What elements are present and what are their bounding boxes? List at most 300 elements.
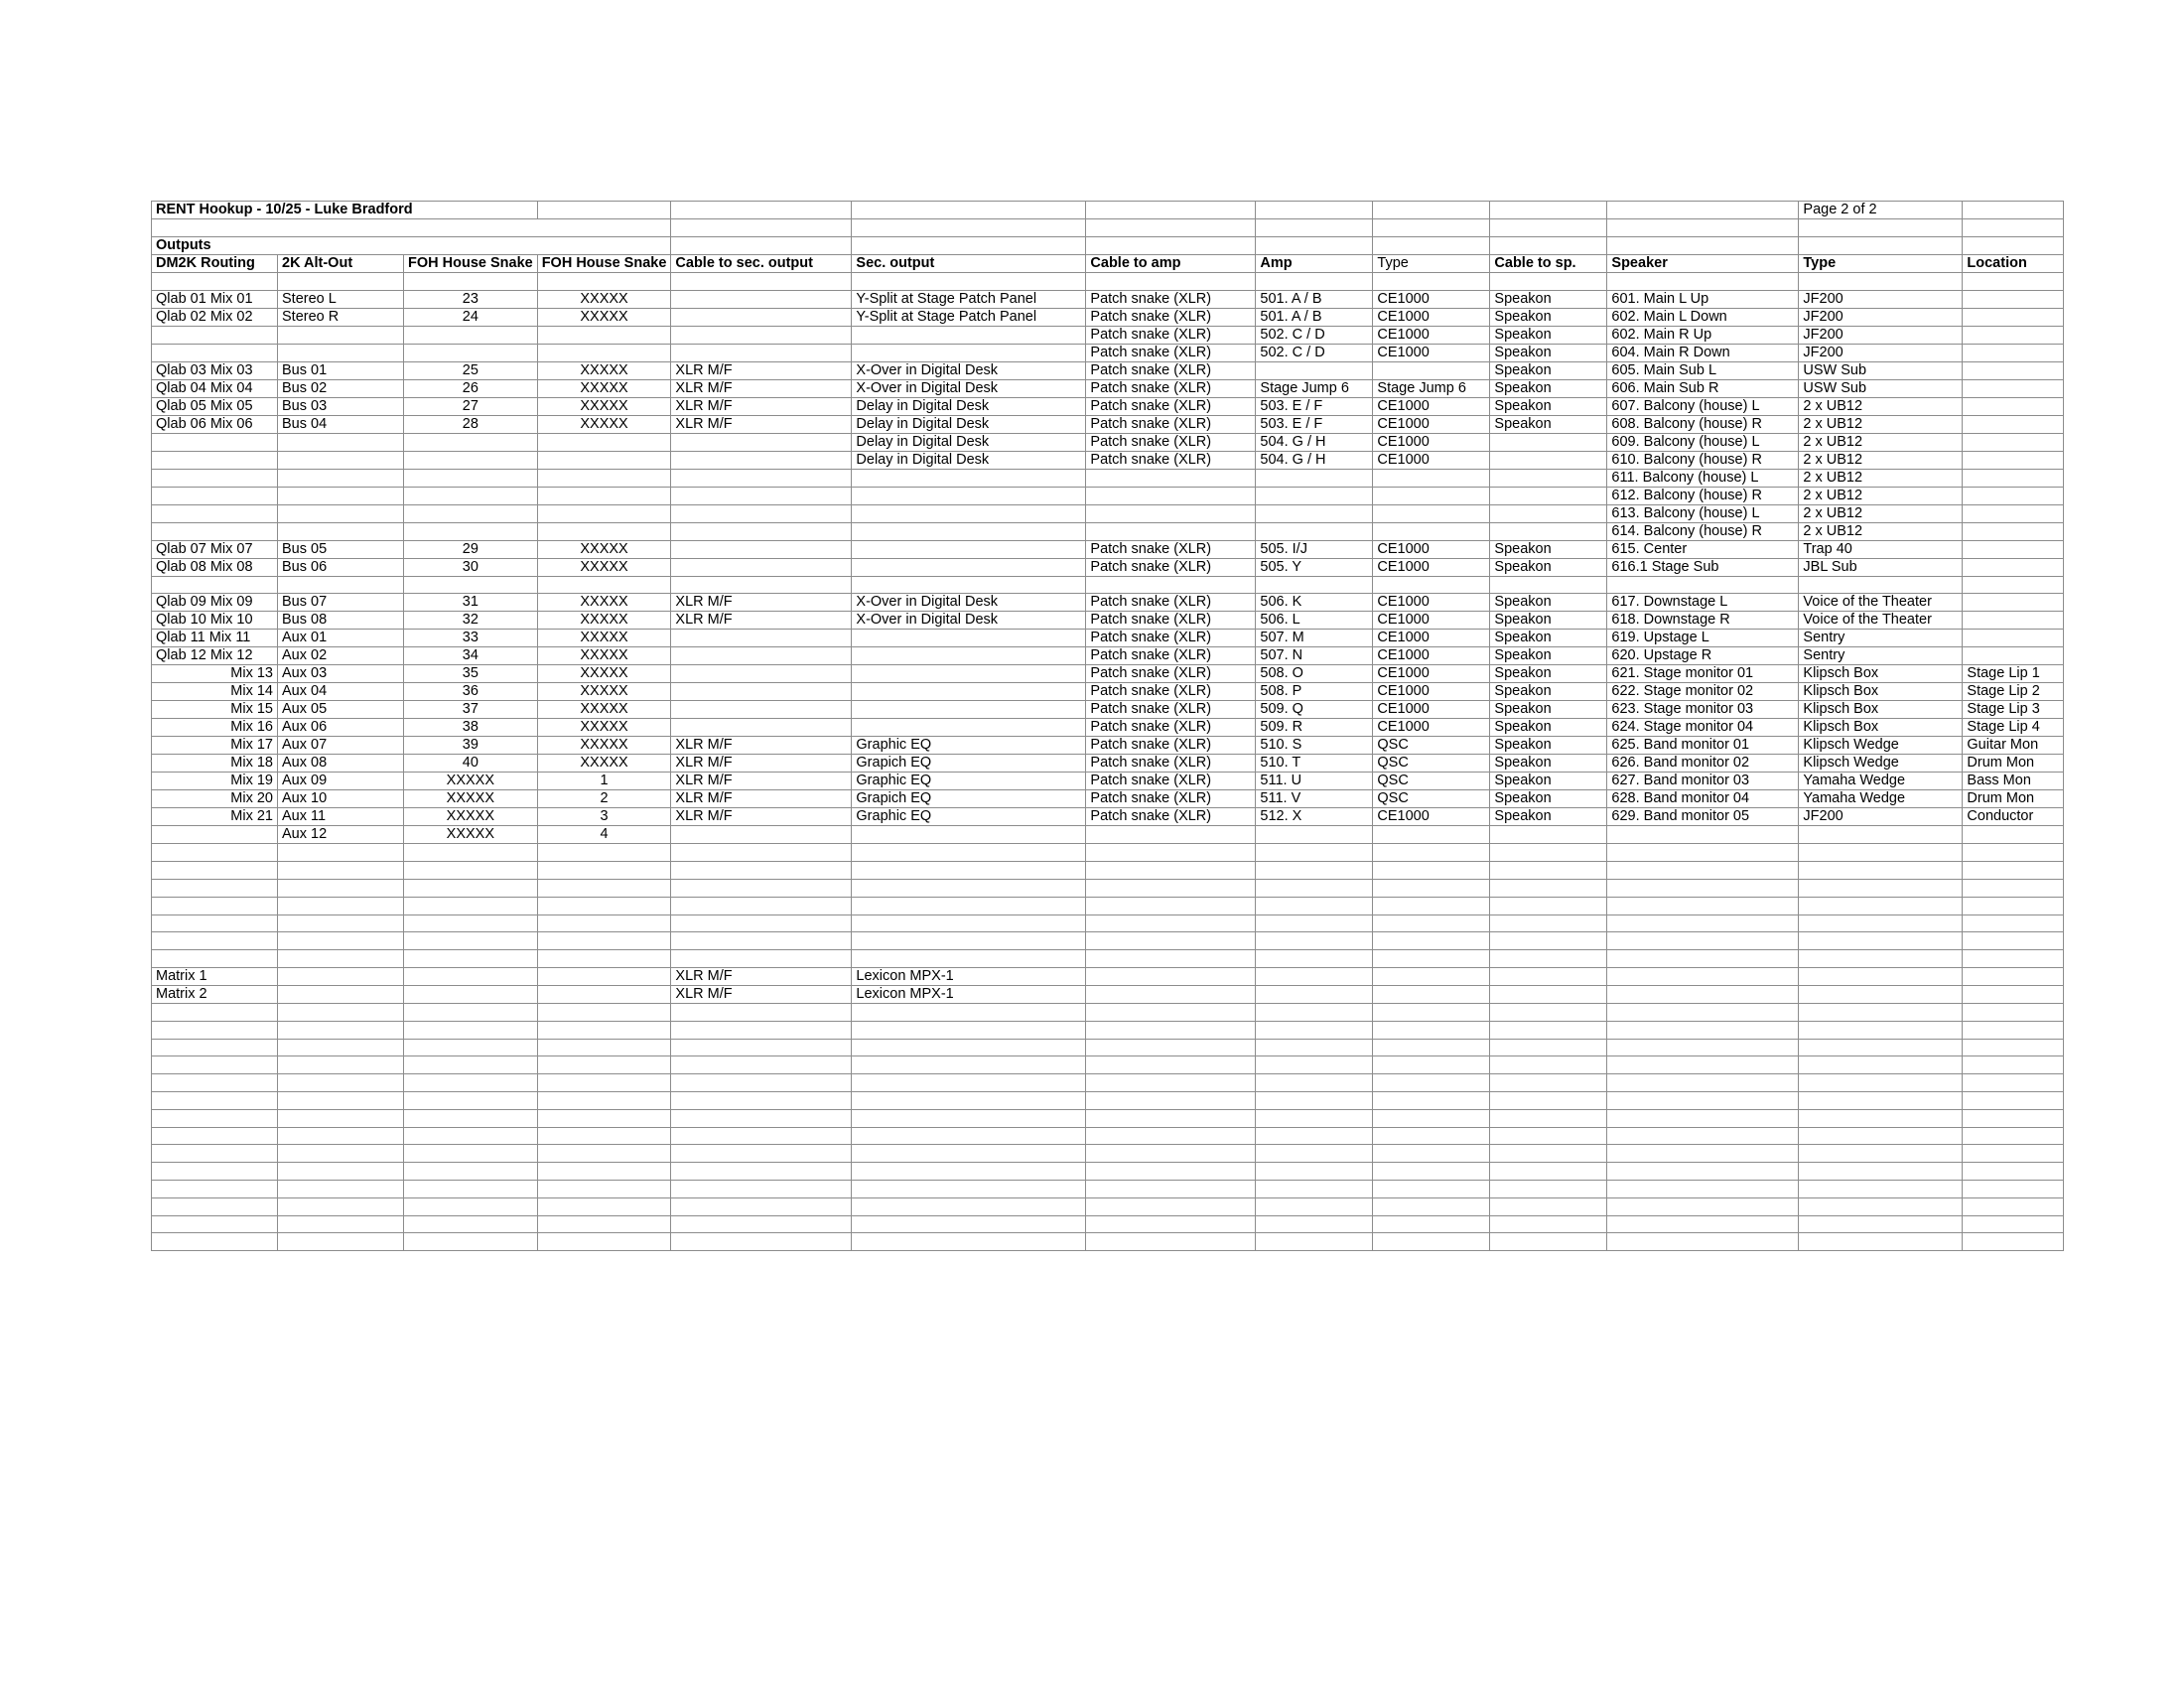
table-cell [1256,950,1373,968]
table-cell [1373,272,1490,290]
table-cell [1607,967,1799,985]
table-cell: Bass Mon [1963,773,2064,790]
col-header: Type [1373,254,1490,272]
table-cell: CE1000 [1373,594,1490,612]
table-cell: Yamaha Wedge [1799,790,1963,808]
table-cell: 1 [537,773,671,790]
table-row [152,433,2064,451]
table-cell [852,1074,1086,1092]
table-cell [404,1197,538,1215]
table-cell [537,1074,671,1092]
table-cell [404,1180,538,1197]
table-cell [278,1039,404,1056]
table-cell: 505. I/J [1256,540,1373,558]
table-cell [1490,1056,1607,1074]
table-cell: QSC [1373,790,1490,808]
table-cell [1799,1215,1963,1233]
table-cell [1963,522,2064,540]
table-cell: Bus 01 [278,361,404,379]
table-cell: Mix 14 [152,683,278,701]
table-cell [671,1039,852,1056]
table-cell [1490,469,1607,487]
table-cell: XXXXX [404,790,538,808]
table-cell: Bus 04 [278,415,404,433]
table-cell [1607,879,1799,897]
table-cell [1086,1074,1256,1092]
table-cell: XXXXX [537,647,671,665]
table-cell: X-Over in Digital Desk [852,612,1086,630]
table-cell [671,950,852,968]
table-cell [1256,985,1373,1003]
table-cell: Qlab 07 Mix 07 [152,540,278,558]
col-header: Type [1799,254,1963,272]
table-cell: 24 [404,308,538,326]
table-cell [1256,576,1373,594]
table-cell: XXXXX [537,683,671,701]
table-cell [1086,862,1256,880]
table-cell [152,1056,278,1074]
table-cell: 509. Q [1256,701,1373,719]
table-cell [1490,1215,1607,1233]
table-cell [1086,1127,1256,1145]
table-row [152,790,2064,808]
table-cell [278,1197,404,1215]
table-cell [404,1074,538,1092]
table-cell: 3 [537,808,671,826]
table-cell [404,272,538,290]
table-cell [1373,1091,1490,1109]
table-cell: 31 [404,594,538,612]
section-row [152,236,2064,254]
table-cell [1963,826,2064,844]
table-cell [404,1145,538,1163]
table-cell [537,522,671,540]
table-cell: CE1000 [1373,665,1490,683]
table-cell [671,914,852,932]
table-row [152,612,2064,630]
table-cell [404,469,538,487]
table-cell [537,862,671,880]
table-cell [1086,504,1256,522]
table-cell [1799,914,1963,932]
table-cell [1490,1197,1607,1215]
table-cell: 2 x UB12 [1799,469,1963,487]
table-cell [1373,844,1490,862]
table-cell [537,272,671,290]
table-cell [852,932,1086,950]
table-cell: CE1000 [1373,397,1490,415]
table-cell: Mix 15 [152,701,278,719]
table-cell [1086,1056,1256,1074]
table-cell [671,1109,852,1127]
table-cell [1799,967,1963,985]
table-cell: 508. P [1256,683,1373,701]
table-cell: Y-Split at Stage Patch Panel [852,308,1086,326]
table-cell: JF200 [1799,808,1963,826]
table-cell [152,1074,278,1092]
table-cell [1963,361,2064,379]
table-cell [1373,1056,1490,1074]
table-cell: XXXXX [537,308,671,326]
table-cell [671,932,852,950]
table-cell: Aux 08 [278,755,404,773]
table-cell: Speakon [1490,665,1607,683]
table-cell [1256,826,1373,844]
table-cell [1963,594,2064,612]
table-cell: Patch snake (XLR) [1086,755,1256,773]
table-cell [671,344,852,361]
table-cell [852,1233,1086,1251]
table-cell [852,826,1086,844]
table-cell [1607,576,1799,594]
table-cell: 623. Stage monitor 03 [1607,701,1799,719]
table-cell: Guitar Mon [1963,737,2064,755]
table-cell: Speakon [1490,361,1607,379]
table-cell: Qlab 12 Mix 12 [152,647,278,665]
table-cell: XLR M/F [671,790,852,808]
table-cell [1963,612,2064,630]
table-cell [1256,361,1373,379]
table-row [152,397,2064,415]
page-number: Page 2 of 2 [1799,202,1963,219]
table-cell [1607,1109,1799,1127]
table-cell [404,1056,538,1074]
table-cell: Qlab 11 Mix 11 [152,630,278,647]
table-cell [671,540,852,558]
table-cell [852,1215,1086,1233]
table-cell [1086,914,1256,932]
table-row [152,701,2064,719]
table-cell [1490,504,1607,522]
table-cell [1256,1003,1373,1021]
table-cell [1086,967,1256,985]
table-cell: Lexicon MPX-1 [852,985,1086,1003]
table-cell [1490,1163,1607,1181]
table-cell [1256,1163,1373,1181]
table-cell [404,1039,538,1056]
table-cell [1086,985,1256,1003]
table-cell: 40 [404,755,538,773]
table-cell [1086,1163,1256,1181]
table-cell: 505. Y [1256,558,1373,576]
table-row [152,755,2064,773]
table-cell: Patch snake (XLR) [1086,344,1256,361]
table-cell: Patch snake (XLR) [1086,433,1256,451]
table-cell [1373,361,1490,379]
table-cell [1086,844,1256,862]
table-cell [1799,1197,1963,1215]
table-cell [1373,1215,1490,1233]
table-cell [1607,1180,1799,1197]
table-cell [537,326,671,344]
table-cell: XXXXX [537,630,671,647]
table-cell [1256,932,1373,950]
table-cell [404,967,538,985]
table-cell [537,487,671,504]
table-cell [852,950,1086,968]
table-cell [404,879,538,897]
table-cell: 609. Balcony (house) L [1607,433,1799,451]
table-row [152,773,2064,790]
table-row [152,808,2064,826]
table-cell: CE1000 [1373,326,1490,344]
table-row [152,844,2064,862]
sheet-title: RENT Hookup - 10/25 - Luke Bradford [152,202,538,219]
table-cell [1490,1039,1607,1056]
table-cell [1256,897,1373,914]
table-cell [1799,932,1963,950]
table-cell: X-Over in Digital Desk [852,361,1086,379]
table-cell [1256,844,1373,862]
table-cell [671,1145,852,1163]
table-cell: Speakon [1490,612,1607,630]
table-cell [1256,1056,1373,1074]
table-cell [1607,862,1799,880]
table-row [152,1197,2064,1215]
table-cell: Bus 08 [278,612,404,630]
table-cell [1963,1145,2064,1163]
table-cell [278,897,404,914]
table-cell [1963,272,2064,290]
table-cell: Qlab 09 Mix 09 [152,594,278,612]
table-cell [278,326,404,344]
table-cell: Patch snake (XLR) [1086,451,1256,469]
table-row [152,683,2064,701]
table-cell [1373,985,1490,1003]
table-cell [671,683,852,701]
table-cell: 510. S [1256,737,1373,755]
table-cell: Mix 19 [152,773,278,790]
table-cell: Patch snake (XLR) [1086,647,1256,665]
table-cell: Stage Lip 1 [1963,665,2064,683]
table-cell [152,272,278,290]
table-cell [404,1215,538,1233]
table-cell: 27 [404,397,538,415]
table-cell: JF200 [1799,290,1963,308]
table-cell [1373,1197,1490,1215]
table-row [152,1145,2064,1163]
table-cell [671,451,852,469]
table-cell [537,1091,671,1109]
table-cell [1490,844,1607,862]
table-cell [1799,1091,1963,1109]
table-cell: 501. A / B [1256,290,1373,308]
table-cell: Speakon [1490,308,1607,326]
table-row [152,1021,2064,1039]
table-cell: Stereo R [278,308,404,326]
table-cell [278,862,404,880]
table-cell [278,879,404,897]
table-cell [404,1233,538,1251]
col-header: Cable to sp. [1490,254,1607,272]
table-cell [152,1145,278,1163]
table-cell [852,1003,1086,1021]
table-cell [278,1215,404,1233]
table-cell [671,701,852,719]
table-cell [1373,1003,1490,1021]
table-cell [852,504,1086,522]
table-cell [152,862,278,880]
table-cell: Speakon [1490,755,1607,773]
table-cell [1607,272,1799,290]
table-cell [852,665,1086,683]
table-cell: Conductor [1963,808,2064,826]
table-cell [852,1056,1086,1074]
table-cell [852,647,1086,665]
spacer-row [152,219,2064,237]
table-cell: Stage Jump 6 [1256,379,1373,397]
table-cell [152,1127,278,1145]
table-cell [404,433,538,451]
table-cell [1256,1145,1373,1163]
table-cell: Speakon [1490,630,1607,647]
table-cell [404,1021,538,1039]
table-cell: XLR M/F [671,755,852,773]
table-cell: 503. E / F [1256,397,1373,415]
table-cell: Yamaha Wedge [1799,773,1963,790]
table-cell [1086,1180,1256,1197]
table-cell [1963,308,2064,326]
table-cell: XXXXX [537,755,671,773]
table-cell: Aux 10 [278,790,404,808]
table-cell [404,487,538,504]
table-cell [1963,487,2064,504]
table-cell [1799,897,1963,914]
table-cell [278,1003,404,1021]
table-cell [1963,1215,2064,1233]
table-cell [852,1021,1086,1039]
table-cell [1373,950,1490,968]
table-cell: Aux 02 [278,647,404,665]
table-cell: Patch snake (XLR) [1086,290,1256,308]
table-row [152,308,2064,326]
table-cell [278,487,404,504]
col-header: Location [1963,254,2064,272]
table-cell: 38 [404,719,538,737]
table-cell [1256,1215,1373,1233]
table-cell [537,897,671,914]
table-cell [537,985,671,1003]
table-row [152,826,2064,844]
table-cell [1256,1091,1373,1109]
table-cell [852,897,1086,914]
table-cell [1799,1056,1963,1074]
table-cell [1373,967,1490,985]
table-cell [278,967,404,985]
table-cell: Speakon [1490,737,1607,755]
table-cell: 506. K [1256,594,1373,612]
table-cell [1490,826,1607,844]
table-cell: USW Sub [1799,379,1963,397]
table-cell: Speakon [1490,808,1607,826]
table-cell [278,950,404,968]
table-cell [1799,950,1963,968]
table-cell: XLR M/F [671,594,852,612]
table-cell [1490,932,1607,950]
table-cell: CE1000 [1373,290,1490,308]
table-row [152,985,2064,1003]
table-cell: Qlab 04 Mix 04 [152,379,278,397]
table-cell [1373,826,1490,844]
table-cell: CE1000 [1373,451,1490,469]
table-cell: 613. Balcony (house) L [1607,504,1799,522]
table-cell [1607,1163,1799,1181]
table-cell: Aux 03 [278,665,404,683]
table-cell [278,1180,404,1197]
table-cell [537,504,671,522]
table-cell: Aux 09 [278,773,404,790]
table-cell: CE1000 [1373,647,1490,665]
table-cell [1256,1197,1373,1215]
table-cell [537,1039,671,1056]
table-row [152,1056,2064,1074]
table-cell: XXXXX [537,415,671,433]
table-cell [1490,433,1607,451]
table-cell: Klipsch Wedge [1799,737,1963,755]
table-cell: Stage Lip 4 [1963,719,2064,737]
table-cell: 626. Band monitor 02 [1607,755,1799,773]
table-cell [1086,272,1256,290]
table-cell: Speakon [1490,344,1607,361]
table-cell [537,451,671,469]
table-cell [1490,1127,1607,1145]
table-cell: X-Over in Digital Desk [852,594,1086,612]
table-cell [152,504,278,522]
table-cell [852,469,1086,487]
table-cell [1490,522,1607,540]
table-cell [537,433,671,451]
table-cell [537,1127,671,1145]
table-cell [1799,879,1963,897]
table-cell: Speakon [1490,558,1607,576]
table-cell [1490,1109,1607,1127]
table-cell: Aux 11 [278,808,404,826]
table-cell: Sentry [1799,647,1963,665]
table-cell [671,719,852,737]
table-cell [671,290,852,308]
table-cell: 26 [404,379,538,397]
table-cell [852,344,1086,361]
table-cell [852,719,1086,737]
table-cell [671,1163,852,1181]
table-cell [404,844,538,862]
table-cell: 502. C / D [1256,326,1373,344]
table-cell: 625. Band monitor 01 [1607,737,1799,755]
table-cell: XLR M/F [671,415,852,433]
table-cell [1963,290,2064,308]
table-cell [1607,1091,1799,1109]
table-cell [1086,826,1256,844]
table-cell [1799,844,1963,862]
table-cell [152,1197,278,1215]
table-cell [278,469,404,487]
table-cell: XXXXX [537,558,671,576]
table-cell [278,1145,404,1163]
table-cell: Voice of the Theater [1799,594,1963,612]
table-cell: 624. Stage monitor 04 [1607,719,1799,737]
table-row [152,647,2064,665]
table-cell: 607. Balcony (house) L [1607,397,1799,415]
table-cell: Delay in Digital Desk [852,433,1086,451]
table-cell [1373,1074,1490,1092]
table-cell: QSC [1373,755,1490,773]
table-cell: XXXXX [537,397,671,415]
table-cell: USW Sub [1799,361,1963,379]
table-cell [1086,1021,1256,1039]
table-cell [1490,950,1607,968]
table-cell [1086,487,1256,504]
table-cell: 33 [404,630,538,647]
